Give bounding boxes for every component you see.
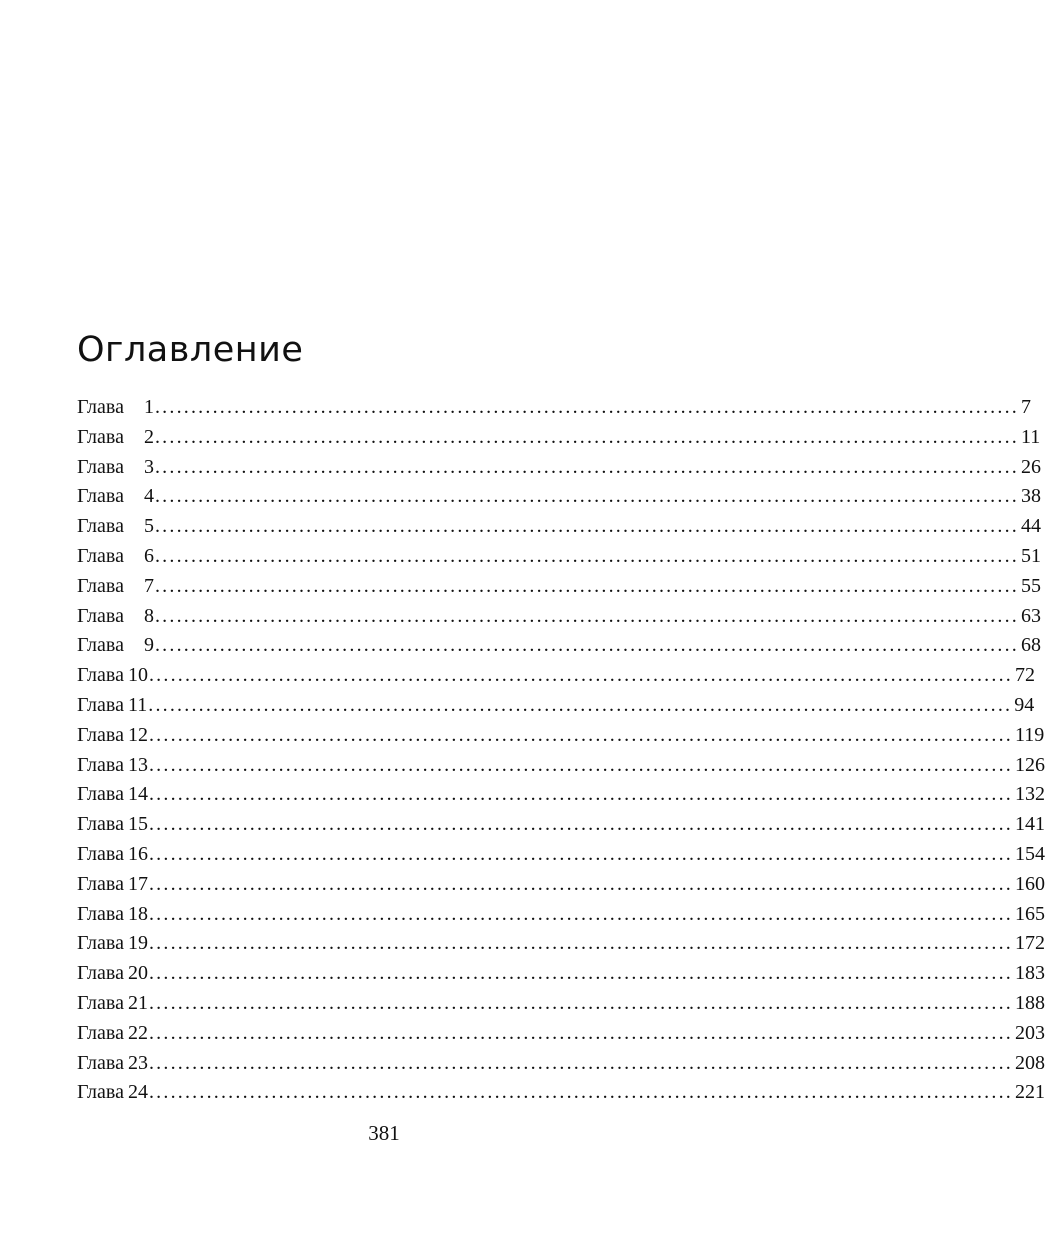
chapter-label: Глава [77,634,124,657]
chapter-label: Глава [77,664,124,687]
chapter-label: Глава [77,932,124,955]
chapter-number: 6 [143,544,154,567]
page-ref: 208 [1014,1051,1045,1074]
chapter-label: Глава [77,1051,124,1074]
table-of-contents [77,393,1045,1108]
chapter-number: 2 [143,425,154,448]
toc-entry[interactable] [77,393,1031,423]
chapter-number: 1 [143,396,154,418]
page-ref: 126 [1014,753,1045,776]
toc-entry[interactable] [77,900,1045,930]
dot-leader: ........................................................................................................................ [154,634,1019,657]
chapter-label: Глава [77,425,124,448]
chapter-label: Глава [77,1021,124,1044]
toc-entry[interactable] [77,602,1041,632]
dot-leader: ........................................................................................................................ [148,932,1013,955]
toc-entry[interactable] [77,661,1035,691]
page-ref: 94 [1014,693,1035,716]
chapter-number: 17 [127,872,148,895]
chapter-label: Глава [77,813,124,836]
page-ref: 63 [1020,604,1041,627]
page-number: 381 [368,1121,400,1145]
toc-entry[interactable] [77,423,1041,453]
chapter-number: 12 [127,723,148,746]
page-ref: 51 [1020,544,1041,567]
chapter-number: 7 [143,574,154,597]
dot-leader: ........................................................................................................................ [148,664,1013,687]
dot-leader: ........................................................................................................................ [154,544,1019,567]
chapter-label: Глава [77,455,124,478]
toc-entry[interactable] [77,1049,1045,1079]
page-ref: 68 [1020,634,1041,657]
chapter-number: 9 [143,634,154,657]
page-title: Оглавление [77,330,304,370]
chapter-number: 19 [127,932,148,955]
chapter-label: Глава [77,842,124,865]
chapter-number: 22 [127,1021,148,1044]
chapter-number: 11 [127,693,148,716]
chapter-number: 14 [127,783,148,806]
dot-leader: ........................................................................................................................ [148,723,1013,746]
chapter-number: 10 [127,664,148,687]
chapter-number: 15 [127,813,148,836]
page-ref: 72 [1014,664,1035,687]
dot-leader: ........................................................................................................................ [148,783,1013,806]
toc-entry[interactable] [77,840,1045,870]
toc-entry[interactable] [77,1019,1045,1049]
dot-leader: ........................................................................................................................ [148,1081,1013,1104]
page-ref: 160 [1014,872,1045,895]
page-ref: 38 [1020,485,1041,508]
chapter-label: Глава [77,902,124,925]
dot-leader: ........................................................................................................................ [148,991,1013,1014]
page-ref: 26 [1020,455,1041,478]
dot-leader: ........................................................................................................................ [148,813,1013,836]
chapter-label: Глава [77,872,124,895]
chapter-label: Глава [77,544,124,567]
page-ref: 141 [1014,813,1045,836]
page-ref: 165 [1014,902,1045,925]
toc-entry[interactable] [77,1078,1045,1108]
page-ref: 132 [1014,783,1045,806]
page-ref: 172 [1014,932,1045,955]
toc-entry[interactable] [77,482,1041,512]
chapter-label: Глава [77,693,124,716]
page-ref: 203 [1014,1021,1045,1044]
dot-leader: ........................................................................................................................ [148,902,1013,925]
page-ref: 119 [1014,723,1045,746]
page-ref: 154 [1014,842,1045,865]
dot-leader: ........................................................................................................................ [148,753,1013,776]
chapter-number: 4 [143,485,154,508]
page-ref: 188 [1014,991,1045,1014]
toc-entry[interactable] [77,929,1045,959]
toc-entry[interactable] [77,780,1045,810]
chapter-number: 21 [127,991,148,1014]
dot-leader: ........................................................................................................................ [154,604,1019,627]
page-ref: 7 [1020,396,1031,418]
dot-leader: ........................................................................................................................ [148,1051,1013,1074]
toc-entry[interactable] [77,512,1041,542]
toc-entry[interactable] [77,959,1045,989]
page-ref: 183 [1014,962,1045,985]
toc-entry[interactable] [77,721,1045,751]
chapter-number: 20 [127,962,148,985]
toc-entry[interactable] [77,691,1035,721]
page-ref: 221 [1014,1081,1045,1104]
chapter-label: Глава [77,991,124,1014]
chapter-label: Глава [77,783,124,806]
toc-entry[interactable] [77,810,1045,840]
toc-entry[interactable] [77,870,1045,900]
dot-leader: ........................................................................................................................ [148,962,1013,985]
dot-leader: ........................................................................................................................ [148,872,1013,895]
chapter-label: Глава [77,753,124,776]
dot-leader: ........................................................................................................................ [148,842,1013,865]
chapter-number: 24 [127,1081,148,1104]
chapter-number: 3 [143,455,154,478]
toc-entry[interactable] [77,453,1041,483]
chapter-label: Глава [77,485,124,508]
dot-leader: ........................................................................................................................ [154,574,1019,597]
chapter-number: 13 [127,753,148,776]
dot-leader: ........................................................................................................................ [154,485,1019,508]
toc-entry[interactable] [77,572,1041,602]
page-ref: 11 [1020,425,1041,448]
toc-entry[interactable] [77,631,1041,661]
dot-leader: ........................................................................................................................ [154,425,1019,448]
dot-leader: ........................................................................................................................ [148,693,1013,716]
chapter-label: Глава [77,962,124,985]
chapter-number: 16 [127,842,148,865]
toc-entry[interactable] [77,542,1041,572]
chapter-label: Глава [77,723,124,746]
page-ref: 44 [1020,515,1041,538]
chapter-label: Глава [77,1081,124,1104]
dot-leader: ........................................................................................................................ [154,396,1019,418]
chapter-label: Глава [77,574,124,597]
chapter-label: Глава [77,604,124,627]
chapter-number: 5 [143,515,154,538]
toc-entry[interactable] [77,989,1045,1019]
dot-leader: ........................................................................................................................ [154,515,1019,538]
page-ref: 55 [1020,574,1041,597]
toc-entry[interactable] [77,751,1045,781]
chapter-label: Глава [77,396,124,418]
chapter-number: 8 [143,604,154,627]
chapter-number: 18 [127,902,148,925]
dot-leader: ........................................................................................................................ [148,1021,1013,1044]
chapter-number: 23 [127,1051,148,1074]
chapter-label: Глава [77,515,124,538]
dot-leader: ........................................................................................................................ [154,455,1019,478]
